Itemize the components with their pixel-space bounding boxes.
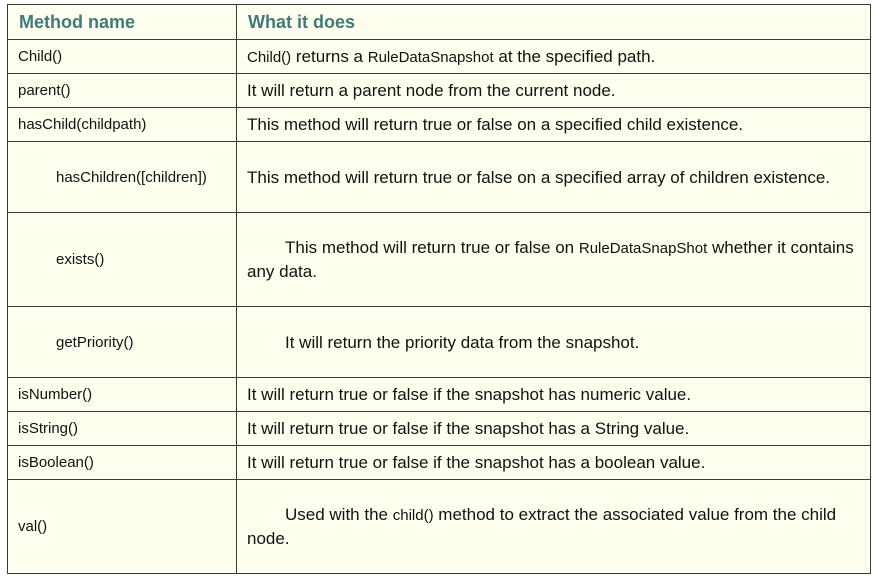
method-name: getPriority() xyxy=(8,307,237,378)
method-description xyxy=(237,213,871,307)
method-name: exists() xyxy=(8,213,237,307)
table-row xyxy=(8,40,871,74)
desc-text: whether it contains any data. xyxy=(247,238,854,281)
method-description xyxy=(237,40,871,74)
desc-text: method to extract the associated value from the child node. xyxy=(247,505,837,548)
header-method-name: Method name xyxy=(8,5,237,40)
desc-text: returns a xyxy=(291,46,368,66)
method-name: hasChild(childpath) xyxy=(8,108,237,142)
desc-text: at the specified path. xyxy=(493,46,656,66)
method-name: val() xyxy=(8,480,237,574)
table-row xyxy=(8,412,871,446)
table-row xyxy=(8,142,871,213)
method-description: It will return true or false if the snapshot has a boolean value. xyxy=(237,446,871,480)
header-row xyxy=(8,5,871,40)
code-term: RuleDataSnapShot xyxy=(578,240,708,257)
table-row xyxy=(8,108,871,142)
table-row xyxy=(8,446,871,480)
desc-text: It will return the priority data from the snapshot. xyxy=(285,332,640,352)
table-row xyxy=(8,307,871,378)
code-term: Child() xyxy=(247,48,292,66)
code-term: child() xyxy=(392,507,434,524)
method-description: It will return true or false if the snapshot has numeric value. xyxy=(237,378,871,412)
table-row xyxy=(8,74,871,108)
method-description: It will return true or false if the snapshot has a String value. xyxy=(237,412,871,446)
desc-text: Used with the xyxy=(285,505,393,524)
method-name: isString() xyxy=(8,412,237,446)
method-name: hasChildren([children]) xyxy=(8,142,237,213)
method-description: This method will return true or false on a specified child existence. xyxy=(237,108,871,142)
table-row xyxy=(8,378,871,412)
method-name: isBoolean() xyxy=(8,446,237,480)
header-what-it-does: What it does xyxy=(237,5,871,40)
method-name: Child() xyxy=(8,40,237,74)
method-name: parent() xyxy=(8,74,237,108)
table-row xyxy=(8,213,871,307)
method-description: It will return a parent node from the current node. xyxy=(237,74,871,108)
method-description xyxy=(237,480,871,574)
desc-text: This method will return true or false on xyxy=(285,238,579,257)
method-description: This method will return true or false on a specified array of children existence. xyxy=(237,142,871,213)
table-row xyxy=(8,480,871,574)
code-term: RuleDataSnapshot xyxy=(367,48,494,66)
method-name: isNumber() xyxy=(8,378,237,412)
methods-table xyxy=(7,4,871,574)
method-description xyxy=(237,307,871,378)
